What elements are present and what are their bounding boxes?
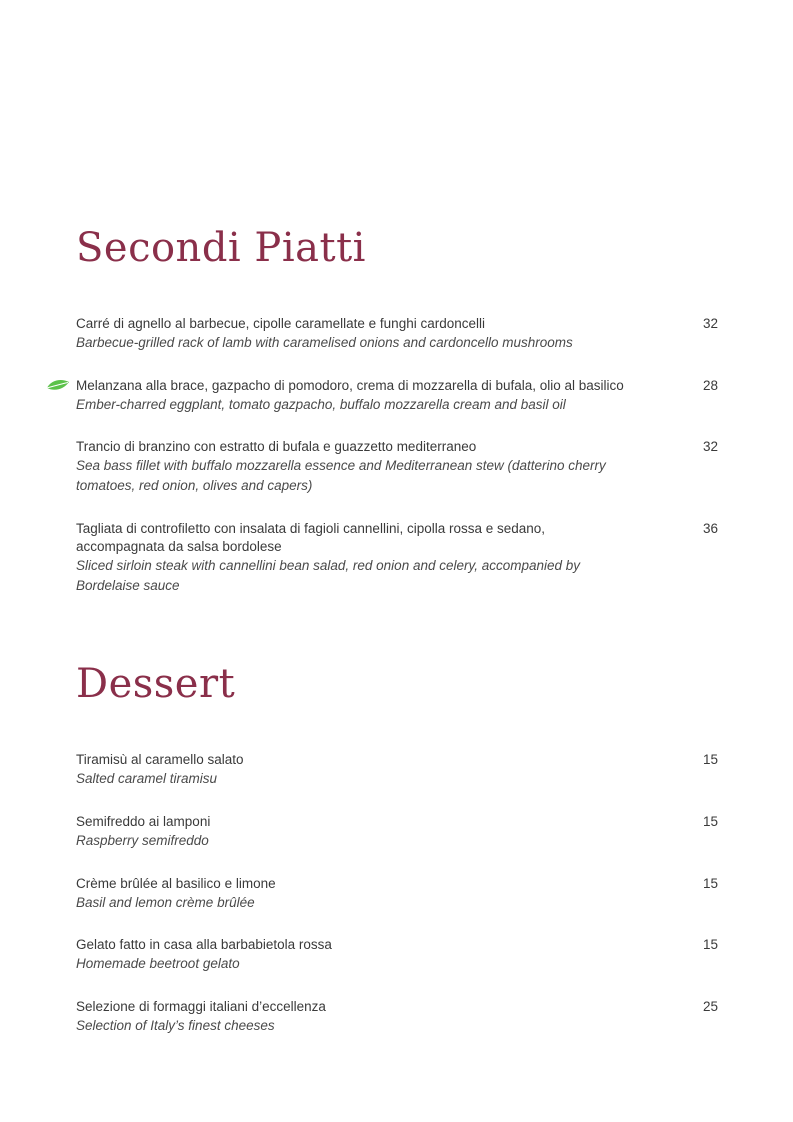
item-name-it: Selezione di formaggi italiani d’eccellenza bbox=[76, 999, 326, 1014]
menu-item bbox=[76, 377, 718, 415]
item-price: 28 bbox=[702, 378, 718, 393]
item-name-it: Trancio di branzino con estratto di bufala e guazzetto mediterraneo bbox=[76, 439, 477, 454]
item-name-it: Melanzana alla brace, gazpacho di pomodoro, crema di mozzarella di bufala, olio al basilico bbox=[76, 378, 624, 393]
item-name-it: Semifreddo ai lamponi bbox=[76, 814, 211, 829]
item-name-en: Homemade beetroot gelato bbox=[76, 956, 240, 971]
item-price: 15 bbox=[702, 814, 718, 829]
menu-item bbox=[76, 438, 718, 496]
menu-item bbox=[76, 813, 718, 851]
item-name-it: Carré di agnello al barbecue, cipolle caramellate e funghi cardoncelli bbox=[76, 316, 485, 331]
item-name-en: Salted caramel tiramisu bbox=[76, 771, 218, 786]
item-price: 15 bbox=[702, 937, 718, 952]
menu-item bbox=[76, 998, 718, 1036]
item-name-en: Ember-charred eggplant, tomato gazpacho, buffalo mozzarella cream and basil oil bbox=[76, 397, 566, 412]
menu-item bbox=[76, 751, 718, 789]
item-price: 15 bbox=[702, 876, 718, 891]
menu-item bbox=[76, 520, 718, 596]
item-name-it: Crème brûlée al basilico e limone bbox=[76, 876, 276, 891]
section-title-secondi-piatti: Secondi Piatti bbox=[76, 225, 366, 271]
item-name-en: Barbecue-grilled rack of lamb with caramelised onions and cardoncello mushrooms bbox=[76, 335, 573, 350]
vegetarian-leaf-icon bbox=[45, 377, 71, 395]
section-title-dessert: Dessert bbox=[76, 661, 236, 707]
item-price: 25 bbox=[702, 999, 718, 1014]
item-price: 32 bbox=[702, 439, 718, 454]
item-name-en: Sea bass fillet with buffalo mozzarella essence and Mediterranean stew (datterino cherry tomatoes, red onion, olives and capers) bbox=[76, 458, 606, 493]
item-name-en: Selection of Italy’s finest cheeses bbox=[76, 1018, 275, 1033]
item-price: 15 bbox=[702, 752, 718, 767]
item-name-en: Basil and lemon crème brûlée bbox=[76, 895, 255, 910]
item-name-en: Sliced sirloin steak with cannellini bean salad, red onion and celery, accompanied by Bordelaise sauce bbox=[76, 558, 581, 593]
item-name-it: Tiramisù al caramello salato bbox=[76, 752, 244, 767]
item-price: 36 bbox=[702, 521, 718, 536]
menu-item bbox=[76, 936, 718, 974]
menu-item bbox=[76, 875, 718, 913]
menu-item bbox=[76, 315, 718, 353]
item-price: 32 bbox=[702, 316, 718, 331]
item-name-it: Gelato fatto in casa alla barbabietola rossa bbox=[76, 937, 332, 952]
item-name-it: Tagliata di controfiletto con insalata di fagioli cannellini, cipolla rossa e sedano, accompagnata da salsa bordolese bbox=[76, 521, 546, 554]
item-name-en: Raspberry semifreddo bbox=[76, 833, 209, 848]
